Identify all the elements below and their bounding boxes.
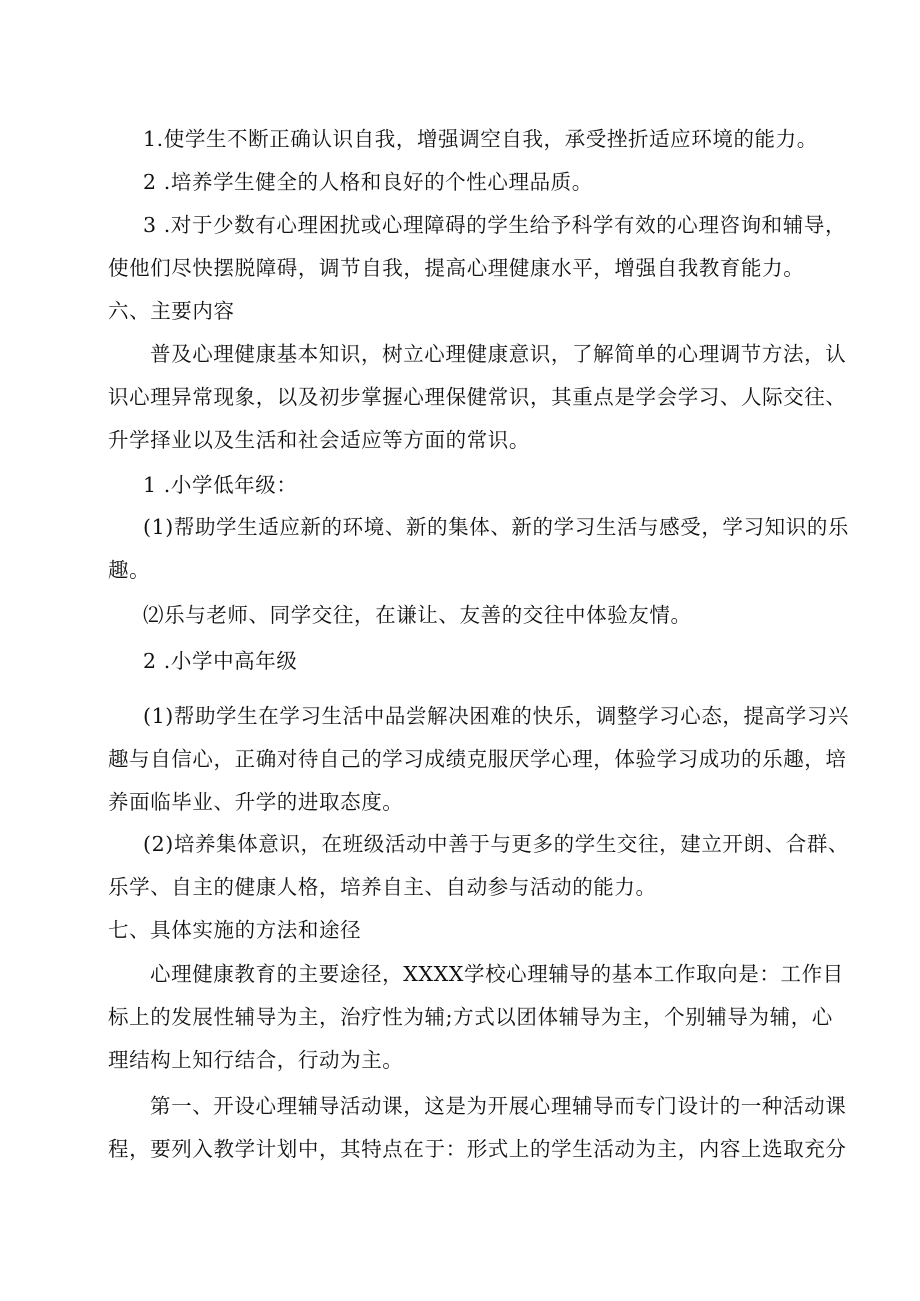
first-method-paragraph-line-1: 第一、开设心理辅导活动课，这是为开展心理辅导而专门设计的一种活动课 [150,1094,847,1118]
methods-paragraph-line-2: 标上的发展性辅导为主，治疗性为辅;方式以团体辅导为主，个别辅导为辅，心 [108,1005,833,1029]
upper-grades-item-1-line-3: 养面临毕业、升学的进取态度。 [108,790,404,814]
section-heading-main-content: 六、主要内容 [108,299,235,323]
subheading-lower-grades: 1 .小学低年级： [143,473,298,497]
methods-paragraph-line-1: 心理健康教育的主要途径，XXXX学校心理辅导的基本工作取向是：工作目 [150,962,844,986]
lower-grades-item-1-line-1: (1)帮助学生适应新的环境、新的集体、新的学习生活与感受，学习知识的乐 [143,515,850,539]
upper-grades-item-1-line-1: (1)帮助学生在学习生活中品尝解决困难的快乐，调整学习心态，提高学习兴 [143,704,850,728]
goal-item-3-line-2: 使他们尽快摆脱障碍，调节自我，提高心理健康水平，增强自我教育能力。 [108,256,805,280]
subheading-middle-upper-grades: 2 .小学中高年级 [143,649,298,673]
upper-grades-item-1-line-2: 趣与自信心，正确对待自己的学习成绩克服厌学心理，体验学习成功的乐趣，培 [108,747,847,771]
goal-item-1: 1.使学生不断正确认识自我，增强调空自我，承受挫折适应环境的能力。 [143,127,818,151]
section-heading-methods: 七、具体实施的方法和途径 [108,918,362,942]
main-content-paragraph-line-2: 识心理异常现象，以及初步掌握心理保健常识，其重点是学会学习、人际交往、 [108,385,847,409]
upper-grades-item-2-line-1: (2)培养集体意识，在班级活动中善于与更多的学生交往，建立开朗、合群、 [143,832,850,856]
first-method-paragraph-line-2: 程，要列入教学计划中，其特点在于：形式上的学生活动为主，内容上选取充分 [108,1137,847,1161]
main-content-paragraph-line-3: 升学择业以及生活和社会适应等方面的常识。 [108,428,530,452]
lower-grades-item-1-line-2: 趣。 [108,558,151,582]
upper-grades-item-2-line-2: 乐学、自主的健康人格，培养自主、自动参与活动的能力。 [108,875,657,899]
goal-item-3-line-1: 3 .对于少数有心理困扰或心理障碍的学生给予科学有效的心理咨询和辅导， [143,213,847,237]
main-content-paragraph-line-1: 普及心理健康基本知识，树立心理健康意识，了解简单的心理调节方法，认 [150,342,847,366]
lower-grades-item-2: ⑵乐与老师、同学交往，在谦让、友善的交往中体验友情。 [143,603,692,627]
goal-item-2: 2 .培养学生健全的人格和良好的个性心理品质。 [143,170,593,194]
methods-paragraph-line-3: 理结构上知行结合，行动为主。 [108,1048,404,1072]
